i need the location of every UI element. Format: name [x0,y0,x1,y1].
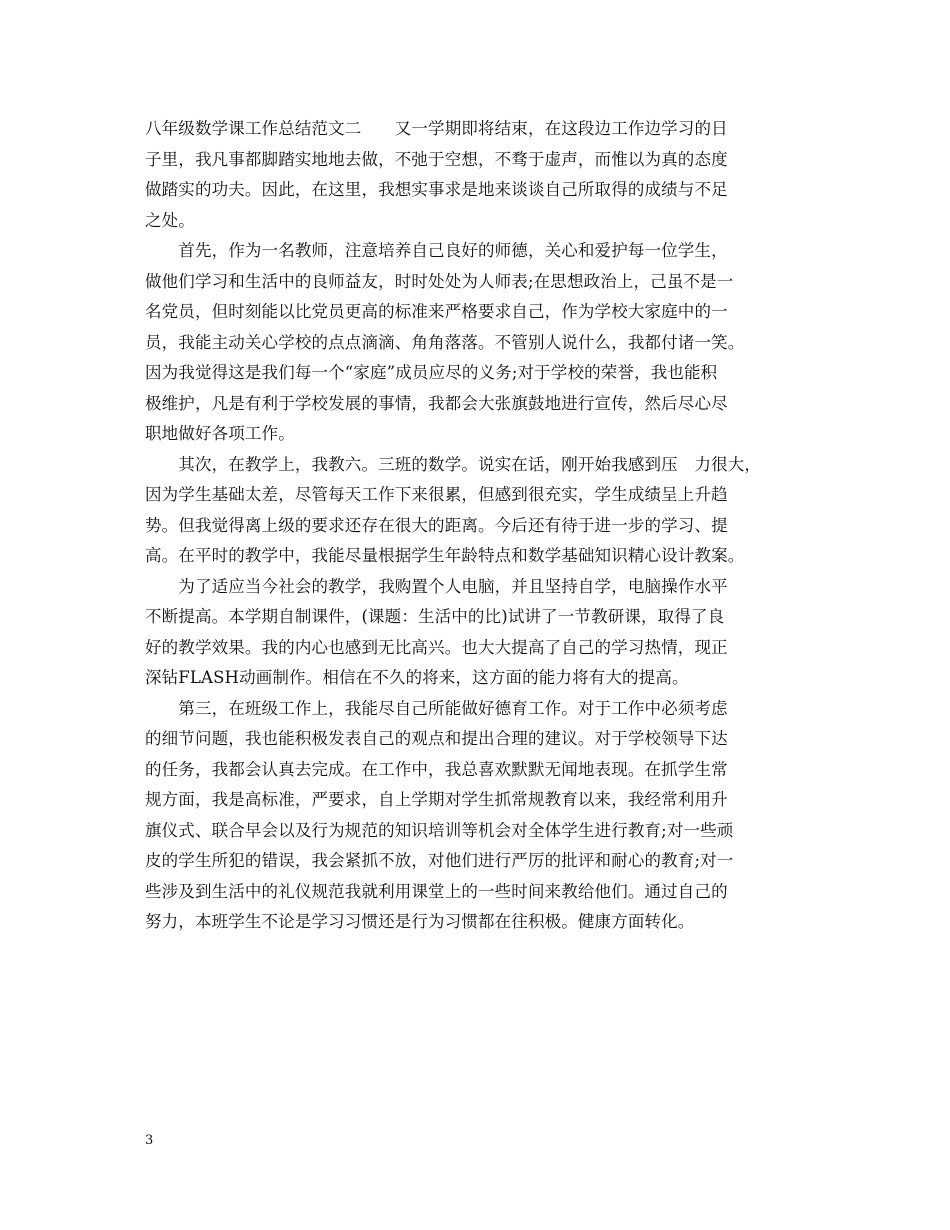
text-line: 的任务，我都会认真去完成。在工作中，我总喜欢默默无闻地表现。在抓学生常 [145,759,728,779]
text-line: 旗仪式、联合早会以及行为规范的知识培训等机会对全体学生进行教育;对一些顽 [145,820,734,840]
text-line: 因为学生基础太差，尽管每天工作下来很累，但感到很充实，学生成绩呈上升趋 [145,485,728,504]
text-line: 第三，在班级工作上，我能尽自己所能做好德育工作。对于工作中必须考虑 [145,698,728,718]
text-line: 努力，本班学生不论是学习习惯还是行为习惯都在往积极。健康方面转化。 [145,912,695,931]
text-line: 其次，在教学上，我教六。三班的数学。说实在话，刚开始我感到压 力很大， [145,454,762,474]
text-line: 规方面，我是高标准，严要求，自上学期对学生抓常规教育以来，我经常利用升 [145,790,728,809]
text-line: 好的教学效果。我的内心也感到无比高兴。也大大提高了自己的学习热情，现正 [145,637,728,657]
text-line: 皮的学生所犯的错误，我会紧抓不放，对他们进行严厉的批评和耐心的教育;对一 [145,851,734,870]
text-line: 职地做好各项工作。 [145,424,295,443]
text-line: 员，我能主动关心学校的点点滴滴、角角落落。不管别人说什么，我都付诸一笑。 [145,332,745,352]
text-line: 子里，我凡事都脚踏实地地去做，不弛于空想，不骛于虚声，而惟以为真的态度 [145,149,728,169]
page-number: 3 [145,1133,154,1148]
text-line: 因为我觉得这是我们每一个“家庭”成员应尽的义务;对于学校的荣誉，我也能积 [145,363,718,382]
text-line: 之处。 [145,210,195,230]
text-line: 些涉及到生活中的礼仪规范我就利用课堂上的一些时间来教给他们。通过自己的 [145,881,728,901]
text-line: 深钻FLASH动画制作。相信在不久的将来，这方面的能力将有大的提高。 [145,668,689,687]
text-line: 八年级数学课工作总结范文二 又一学期即将结束，在这段边工作边学习的日 [145,119,728,138]
text-line: 的细节问题，我也能积极发表自己的观点和提出合理的建议。对于学校领导下达 [145,729,728,748]
text-line: 不断提高。本学期自制课件，(课题：生活中的比)试讲了一节教研课，取得了良 [145,607,725,626]
text-line: 为了适应当今社会的教学，我购置个人电脑，并且坚持自学，电脑操作水平 [145,576,728,596]
text-line: 高。在平时的教学中，我能尽量根据学生年龄特点和数学基础知识精心设计教案。 [145,546,745,565]
text-line: 势。但我觉得离上级的要求还存在很大的距离。今后还有待于进一步的学习、提 [145,515,728,535]
text-line: 名党员，但时刻能以比党员更高的标准来严格要求自己，作为学校大家庭中的一 [145,302,728,321]
body-text [145,114,810,938]
text-line: 做他们学习和生活中的良师益友，时时处处为人师表;在思想政治上，己虽不是一 [145,271,734,291]
text-line: 首先，作为一名教师，注意培养自己良好的师德，关心和爱护每一位学生， [145,241,728,260]
text-line: 极维护，凡是有利于学校发展的事情，我都会大张旗鼓地进行宣传，然后尽心尽 [145,393,728,413]
text-line: 做踏实的功夫。因此，在这里，我想实事求是地来谈谈自己所取得的成绩与不足 [145,180,728,199]
